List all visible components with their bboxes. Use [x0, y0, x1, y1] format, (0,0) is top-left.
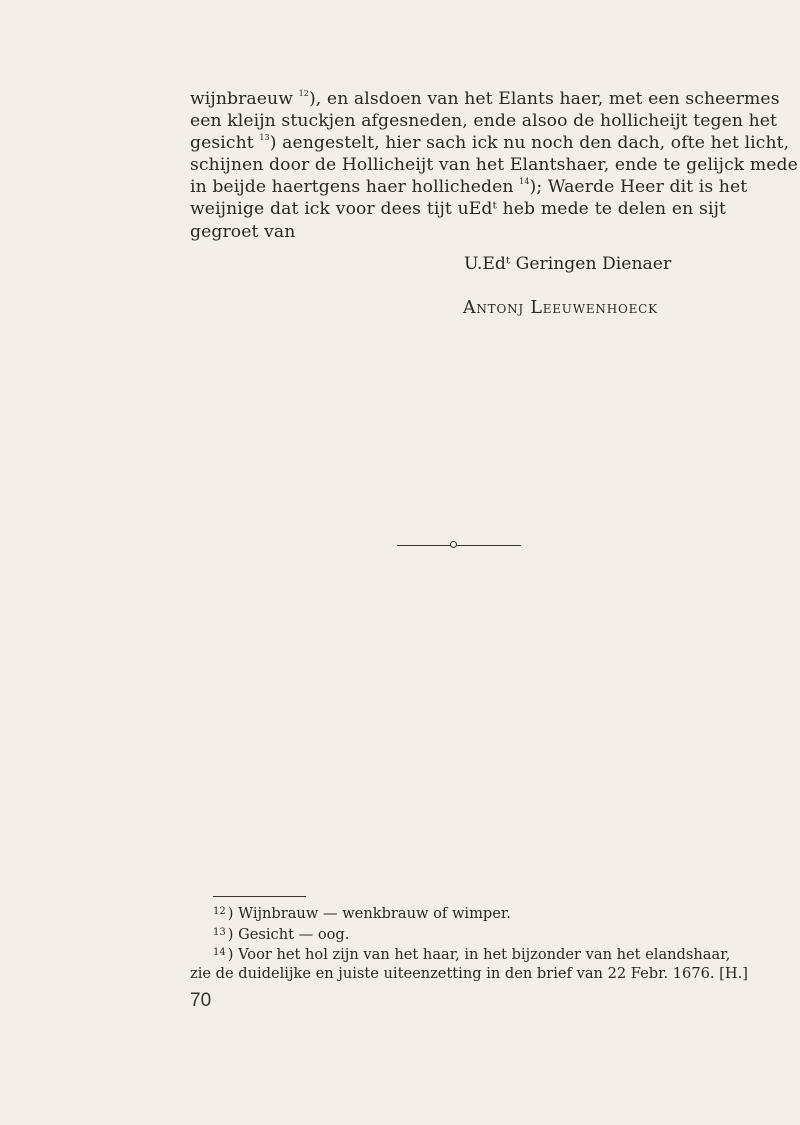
page-number: 70	[190, 990, 212, 1011]
footnote-12: $^{12}$ ) Wijnbrauw — wenkbrauw of wimper.	[213, 905, 511, 922]
body-line-2: een kleijn stuckjen afgesneden, ende alsoo de hollicheijt tegen het	[190, 111, 778, 132]
section-divider-mark	[450, 541, 457, 548]
body-line-1: wijnbraeuw $^{12}$), en alsdoen van het Elants haer, met een scheermes	[190, 89, 780, 109]
footnote-ref-13: 13	[259, 133, 270, 143]
body-line-5: in beijde haertgens haer hollicheden $^{14}$); Waerde Heer dit is het	[190, 177, 748, 198]
letter-closing: U.Edᵗ Geringen Dienaer	[464, 254, 672, 274]
body-line-4: schijnen door de Hollicheijt van het Elantshaer, ende te gelijck mede	[190, 155, 798, 176]
footnote-14: $^{14}$ ) Voor het hol zijn van het haar, in het bijzonder van het elandshaar,	[213, 946, 731, 964]
footnote-13: $^{13}$ ) Gesicht — oog.	[213, 925, 350, 943]
section-divider	[397, 545, 521, 546]
body-line-3: gesicht $^{13}$) aengestelt, hier sach ick nu noch den dach, ofte het licht,	[190, 133, 790, 154]
footnotes	[190, 903, 748, 983]
footnote-rule	[213, 896, 306, 897]
letter-signature: Antonj Leeuwenhoeck	[463, 298, 658, 318]
footnote-ref-14: 14	[519, 177, 530, 187]
body-line-6: weijnige dat ick voor dees tijt uEdᵗ heb mede te delen en sijt	[190, 199, 726, 220]
footnote-14-continuation: zie de duidelijke en juiste uiteenzetting in den brief van 22 Febr. 1676. [H.]	[190, 964, 748, 982]
footnote-ref-12: 12	[298, 89, 309, 98]
letter-body	[190, 88, 798, 243]
body-line-7: gegroet van	[190, 221, 296, 242]
